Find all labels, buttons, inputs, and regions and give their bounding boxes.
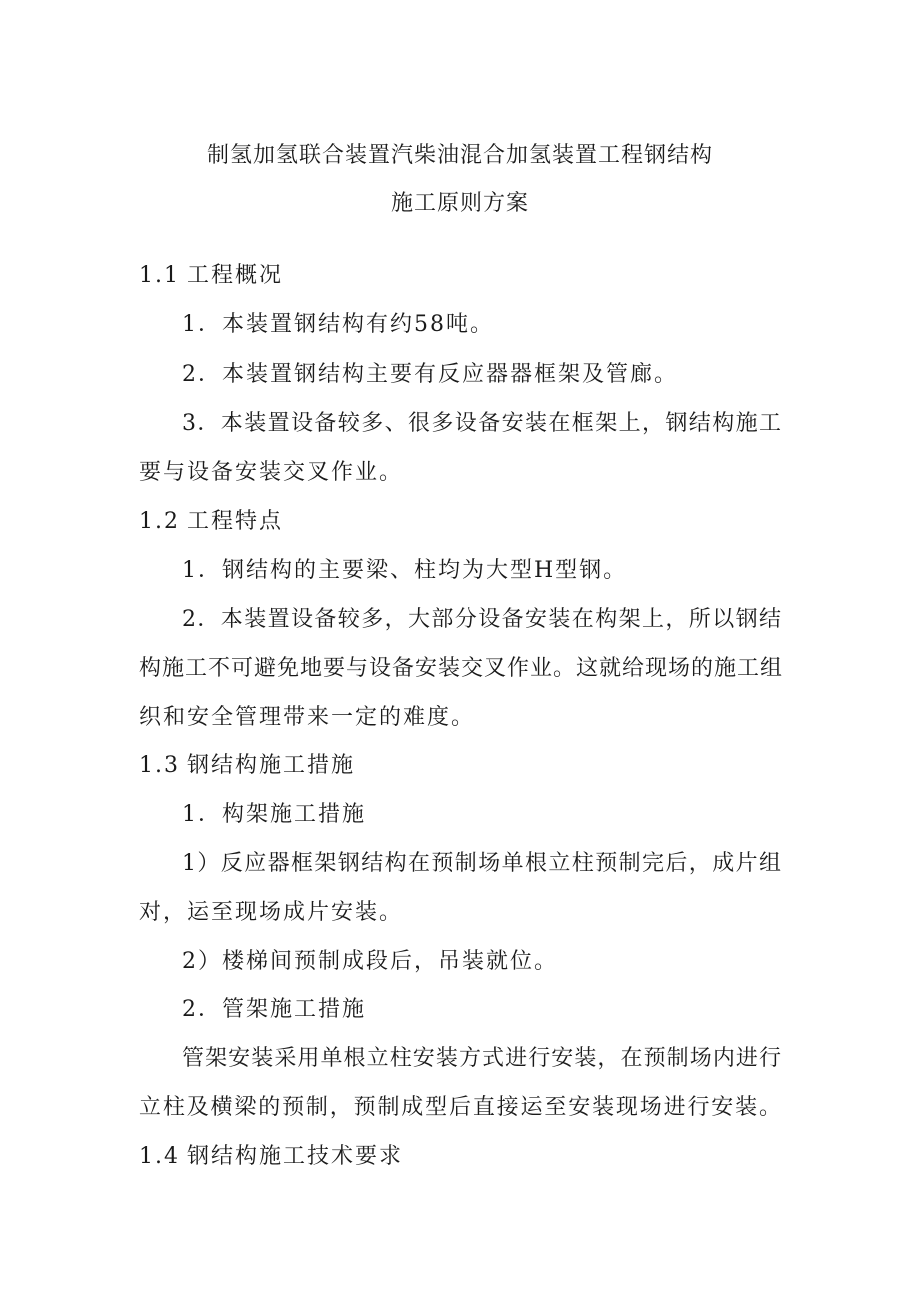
paragraph-line: 要与设备安装交叉作业。: [139, 460, 404, 485]
paragraph: 1．构架施工措施: [182, 802, 366, 827]
section-title: 钢结构施工措施: [187, 753, 356, 778]
section-number: 1.2: [139, 509, 180, 534]
section-number: 1.4: [139, 1144, 180, 1169]
paragraph: 1．钢结构的主要梁、柱均为大型H型钢。: [182, 558, 628, 583]
paragraph: 2．管架施工措施: [182, 997, 366, 1022]
section-title: 工程特点: [187, 509, 284, 534]
paragraph-line: 2．本装置设备较多，大部分设备安装在构架上，所以钢结: [182, 607, 782, 632]
document-title-line-2: 施工原则方案: [390, 191, 529, 216]
paragraph-line: 立柱及横梁的预制，预制成型后直接运至安装现场进行安装。: [139, 1095, 782, 1120]
section-title: 钢结构施工技术要求: [187, 1144, 404, 1169]
section-heading-1-3: [139, 748, 355, 779]
section-heading-1-1: [139, 258, 283, 289]
paragraph: 2）楼梯间预制成段后，吊装就位。: [182, 949, 558, 974]
paragraph: 1．本装置钢结构有约58吨。: [182, 312, 494, 337]
paragraph-line: 1）反应器框架钢结构在预制场单根立柱预制完后，成片组: [182, 851, 782, 876]
section-number: 1.1: [139, 263, 180, 288]
document-title-line-1: 制氢加氢联合装置汽柴油混合加氢装置工程钢结构: [206, 143, 713, 168]
paragraph-line: 织和安全管理带来一定的难度。: [139, 705, 476, 730]
section-number: 1.3: [139, 753, 180, 778]
paragraph: 2．本装置钢结构主要有反应器器框架及管廊。: [182, 362, 678, 387]
section-heading-1-4: [139, 1139, 403, 1170]
section-heading-1-2: [139, 504, 283, 535]
section-title: 工程概况: [187, 263, 284, 288]
paragraph-line: 3．本装置设备较多、很多设备安装在框架上，钢结构施工: [182, 411, 782, 436]
paragraph-line: 构施工不可避免地要与设备安装交叉作业。这就给现场的施工组: [139, 656, 784, 681]
paragraph-line: 对，运至现场成片安装。: [139, 900, 404, 925]
paragraph-line: 管架安装采用单根立柱安装方式进行安装，在预制场内进行: [182, 1046, 782, 1071]
